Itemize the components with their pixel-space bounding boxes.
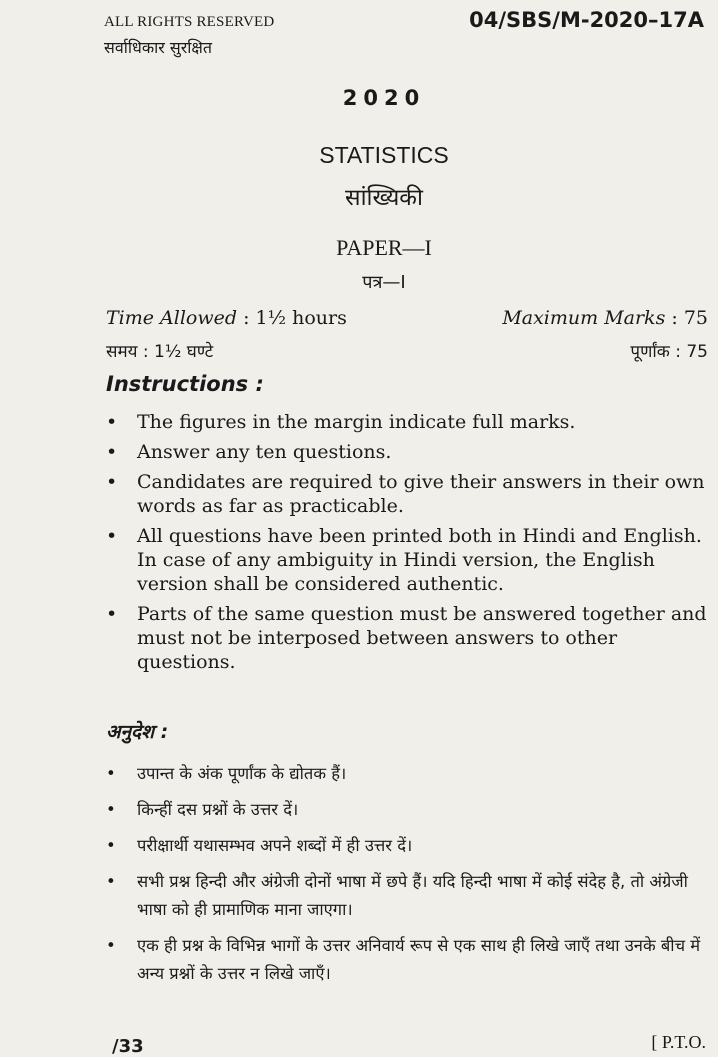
please-turn-over: [ P.T.O. <box>651 1032 706 1052</box>
bullet-icon: • <box>106 800 116 819</box>
time-allowed-hi: समय : 1½ घण्टे <box>106 342 214 362</box>
bullet-icon: • <box>106 764 116 783</box>
instruction-item: • Parts of the same question must be answered together and must not be interposed between answers to other questions. <box>106 603 707 673</box>
paper-number-en: PAPER—I <box>336 235 432 260</box>
instructions-heading-en: Instructions : <box>106 372 264 396</box>
time-marks-row-hi <box>106 339 708 362</box>
instructions-list-en <box>104 410 710 680</box>
instructions-heading-hi: अनुदेश : <box>106 721 169 743</box>
bullet-icon: • <box>106 441 118 463</box>
instruction-item-hi: • परीक्षार्थी यथासम्भव अपने शब्दों में ही उत्तर दें। <box>104 832 710 860</box>
instruction-item-hi: • किन्हीं दस प्रश्नों के उत्तर दें। <box>104 796 710 824</box>
instruction-item: • Candidates are required to give their answers in their own words as far as practicable. <box>106 471 705 517</box>
paper-code: 04/SBS/M-2020–17A <box>469 8 704 32</box>
bullet-icon: • <box>106 525 118 547</box>
instruction-item-hi: • एक ही प्रश्न के विभिन्न भागों के उत्तर अनिवार्य रूप से एक साथ ही लिखे जाएँ तथा उनके बीच में अन्य प्रश्नों के उत्तर न लिखे जाएँ। <box>104 932 710 988</box>
rights-block <box>104 14 274 58</box>
time-allowed: Time Allowed : 1½ hours <box>106 307 347 329</box>
instructions-list-hi <box>104 760 710 996</box>
bullet-icon: • <box>106 603 118 625</box>
bullet-icon: • <box>106 836 116 855</box>
instruction-item: • Answer any ten questions. <box>106 441 392 463</box>
time-marks-row-en <box>106 307 708 329</box>
bullet-icon: • <box>106 936 116 955</box>
bullet-icon: • <box>106 471 118 493</box>
exam-year: 2020 <box>342 86 426 110</box>
maximum-marks-hi: पूर्णांक : 75 <box>630 342 708 362</box>
bullet-icon: • <box>106 872 116 891</box>
subject-title-hi: सांख्यिकी <box>345 185 423 211</box>
instruction-item: • All questions have been printed both in Hindi and English. In case of any ambiguity in Hindi version, the English version shall be considered authentic. <box>106 525 702 595</box>
maximum-marks: Maximum Marks : 75 <box>502 307 708 329</box>
rights-reserved-en: ALL RIGHTS RESERVED <box>104 14 275 30</box>
subject-title-en: STATISTICS <box>319 142 449 168</box>
instruction-item: • The figures in the margin indicate full marks. <box>106 411 576 433</box>
paper-number-hi: पत्र—I <box>362 272 406 293</box>
rights-reserved-hi: सर्वाधिकार सुरक्षित <box>104 38 212 57</box>
bullet-icon: • <box>106 411 118 433</box>
instruction-item-hi: • उपान्त के अंक पूर्णांक के द्योतक हैं। <box>104 760 710 788</box>
instruction-item-hi: • सभी प्रश्न हिन्दी और अंग्रेजी दोनों भाषा में छपे हैं। यदि हिन्दी भाषा में कोई संदेह है, तो अंग्रेजी भाषा को ही प्रामाणिक माना जाएगा। <box>104 868 710 924</box>
page-count: /33 <box>112 1036 144 1057</box>
